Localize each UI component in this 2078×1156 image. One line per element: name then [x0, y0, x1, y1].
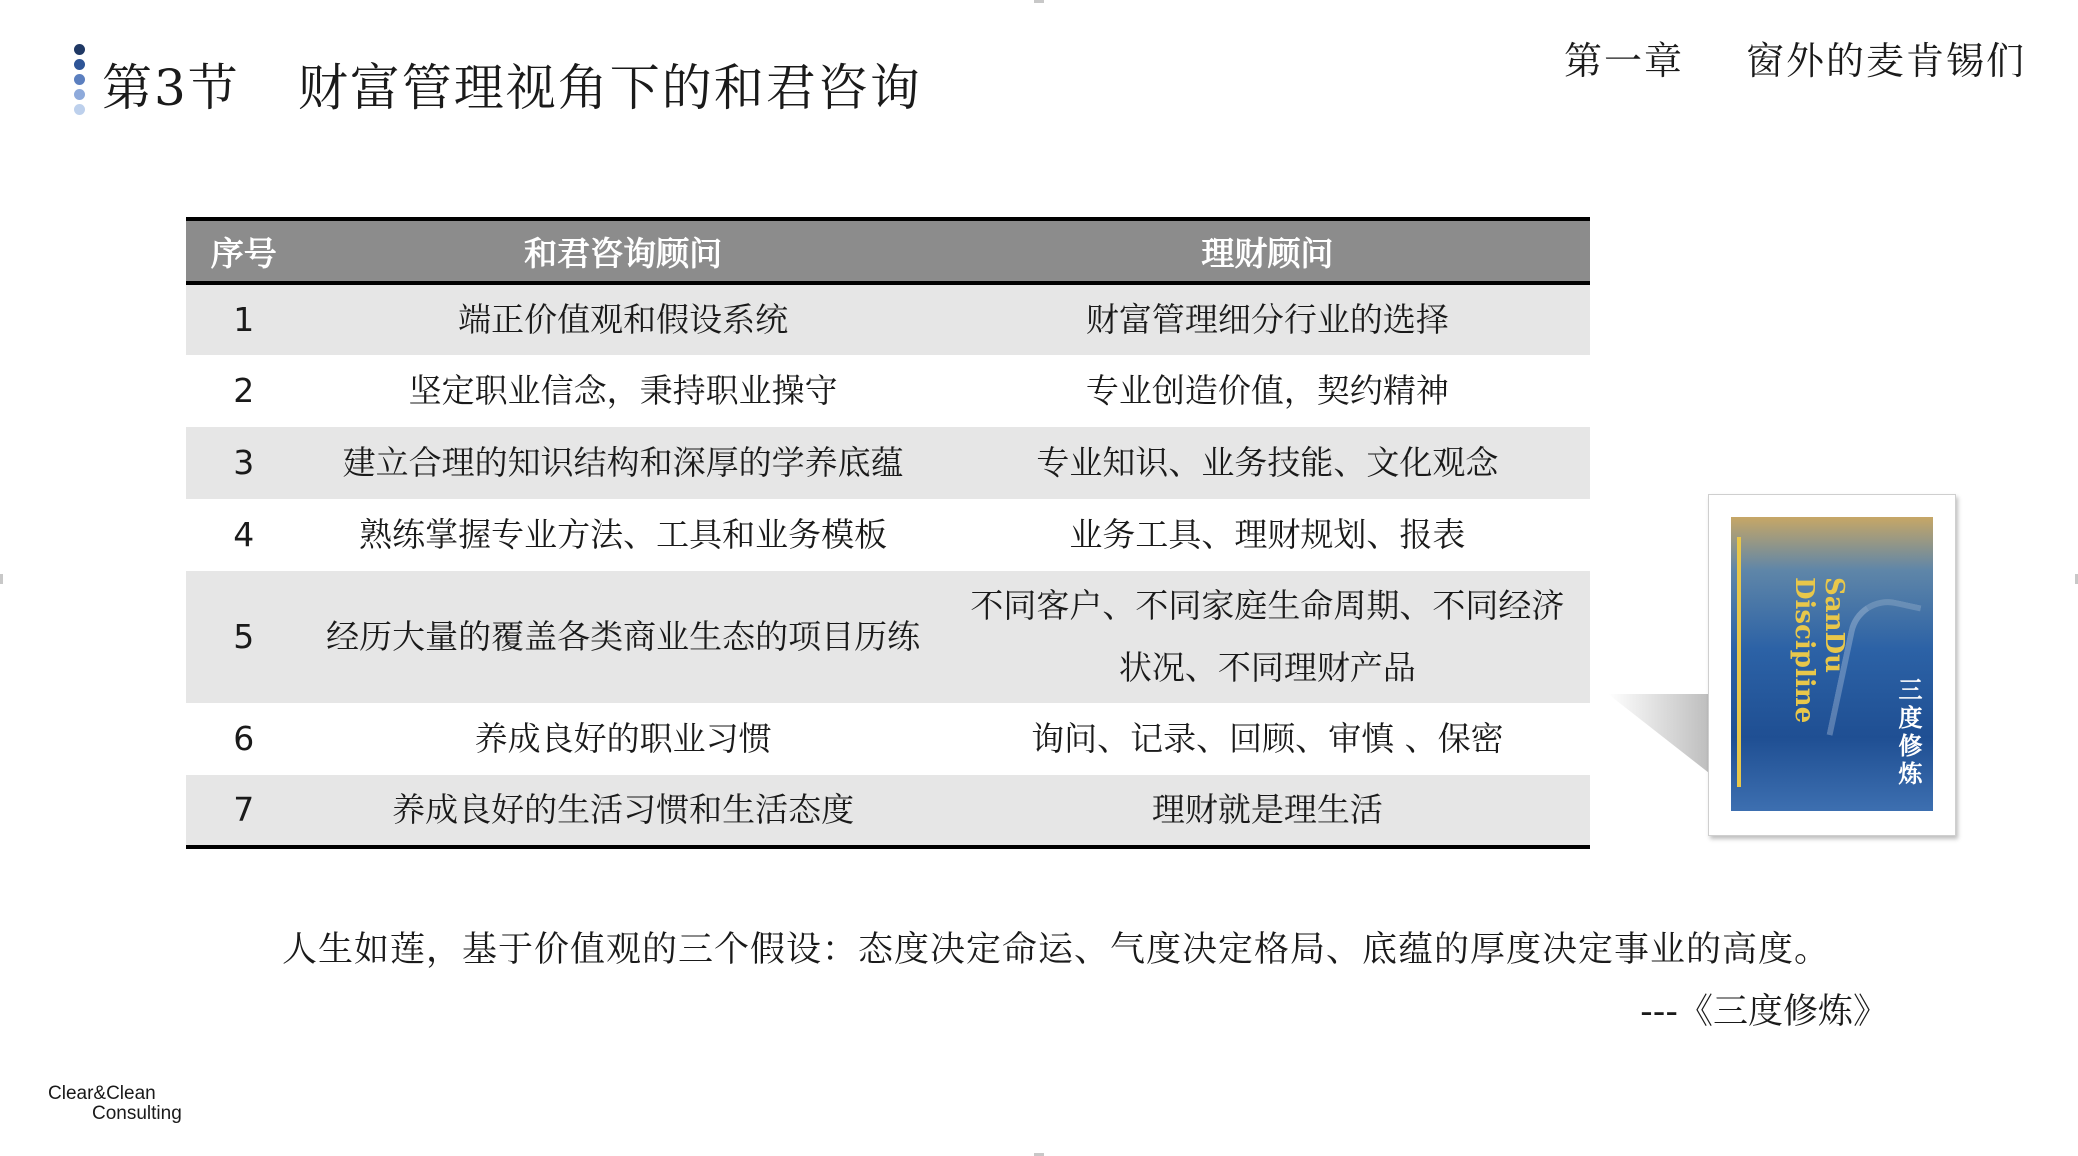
- row-hejun: 熟练掌握专业方法、工具和业务模板: [359, 515, 888, 554]
- row-hejun: 养成良好的生活习惯和生活态度: [302, 775, 945, 847]
- book-spine-line: [1737, 537, 1741, 787]
- row-no: 3: [233, 443, 255, 482]
- row-advisor: 业务工具、理财规划、报表: [1069, 515, 1466, 554]
- book-title-en: SanDu Discipline: [1789, 577, 1849, 724]
- row-no: 4: [233, 515, 255, 554]
- comparison-table: [186, 217, 1590, 849]
- frame-handle-top: [1034, 0, 1044, 3]
- dot-3: [74, 74, 85, 85]
- table-row: [186, 703, 1590, 775]
- chapter-number: 第一章: [1563, 39, 1684, 83]
- book-image: [1608, 494, 1958, 836]
- row-hejun: 端正价值观和假设系统: [458, 300, 789, 339]
- row-hejun: 建立合理的知识结构和深厚的学养底蕴: [342, 443, 904, 482]
- row-hejun: 坚定职业信念，秉持职业操守: [408, 371, 838, 410]
- dot-5: [74, 104, 85, 115]
- row-hejun: 经历大量的覆盖各类商业生态的项目历练: [326, 617, 921, 656]
- dot-4: [74, 89, 85, 100]
- row-advisor: 询问、记录、回顾、审慎 、保密: [1031, 719, 1504, 758]
- header-advisor: 理财顾问: [945, 219, 1590, 283]
- section-title: [102, 48, 922, 120]
- logo-line1: Clear&Clean: [48, 1083, 156, 1104]
- section-title-text: 财富管理视角下的和君咨询: [297, 59, 922, 117]
- row-no: 2: [233, 371, 255, 410]
- row-advisor: 理财就是理生活: [945, 775, 1590, 847]
- table-row: [186, 775, 1590, 847]
- row-no: 5: [233, 617, 255, 656]
- row-no: 7: [186, 775, 302, 847]
- table-row: [186, 283, 1590, 355]
- quote-text: 人生如莲，基于价值观的三个假设：态度决定命运、气度决定格局、底蕴的厚度决定事业的高度。: [282, 930, 1831, 970]
- dot-1: [74, 44, 85, 55]
- book-shadow: [1608, 694, 1718, 780]
- row-hejun: 养成良好的职业习惯: [474, 719, 772, 758]
- book-cover: [1731, 517, 1933, 811]
- table-header-row: [186, 219, 1590, 283]
- book-title-cn: 三度修炼: [1894, 677, 1922, 789]
- header-hejun: 和君咨询顾问: [302, 219, 945, 283]
- row-advisor: 不同客户、不同家庭生命周期、不同经济状况、不同理财产品: [970, 586, 1565, 687]
- table-row: [186, 499, 1590, 571]
- dot-2: [74, 59, 85, 70]
- section-number: 第3节: [102, 59, 240, 117]
- row-no: 6: [233, 719, 255, 758]
- row-advisor: 财富管理细分行业的选择: [1085, 300, 1449, 339]
- book-frame: [1708, 494, 1956, 836]
- table-row: [186, 355, 1590, 427]
- row-advisor: 专业知识、业务技能、文化观念: [1036, 443, 1499, 482]
- chapter-title: [1564, 30, 2026, 85]
- row-no: 1: [233, 300, 255, 339]
- header-no: 序号: [186, 219, 302, 283]
- logo-line2: Consulting: [92, 1103, 182, 1124]
- frame-handle-left: [0, 574, 3, 584]
- chapter-title-text: 窗外的麦肯锡们: [1745, 39, 2026, 83]
- section-dots: [74, 44, 86, 119]
- row-advisor: 专业创造价值，契约精神: [1085, 371, 1449, 410]
- company-logo: [48, 1084, 182, 1124]
- table-row: [186, 571, 1590, 703]
- table-row: [186, 427, 1590, 499]
- quote-source: ---《三度修炼》: [1640, 992, 1888, 1032]
